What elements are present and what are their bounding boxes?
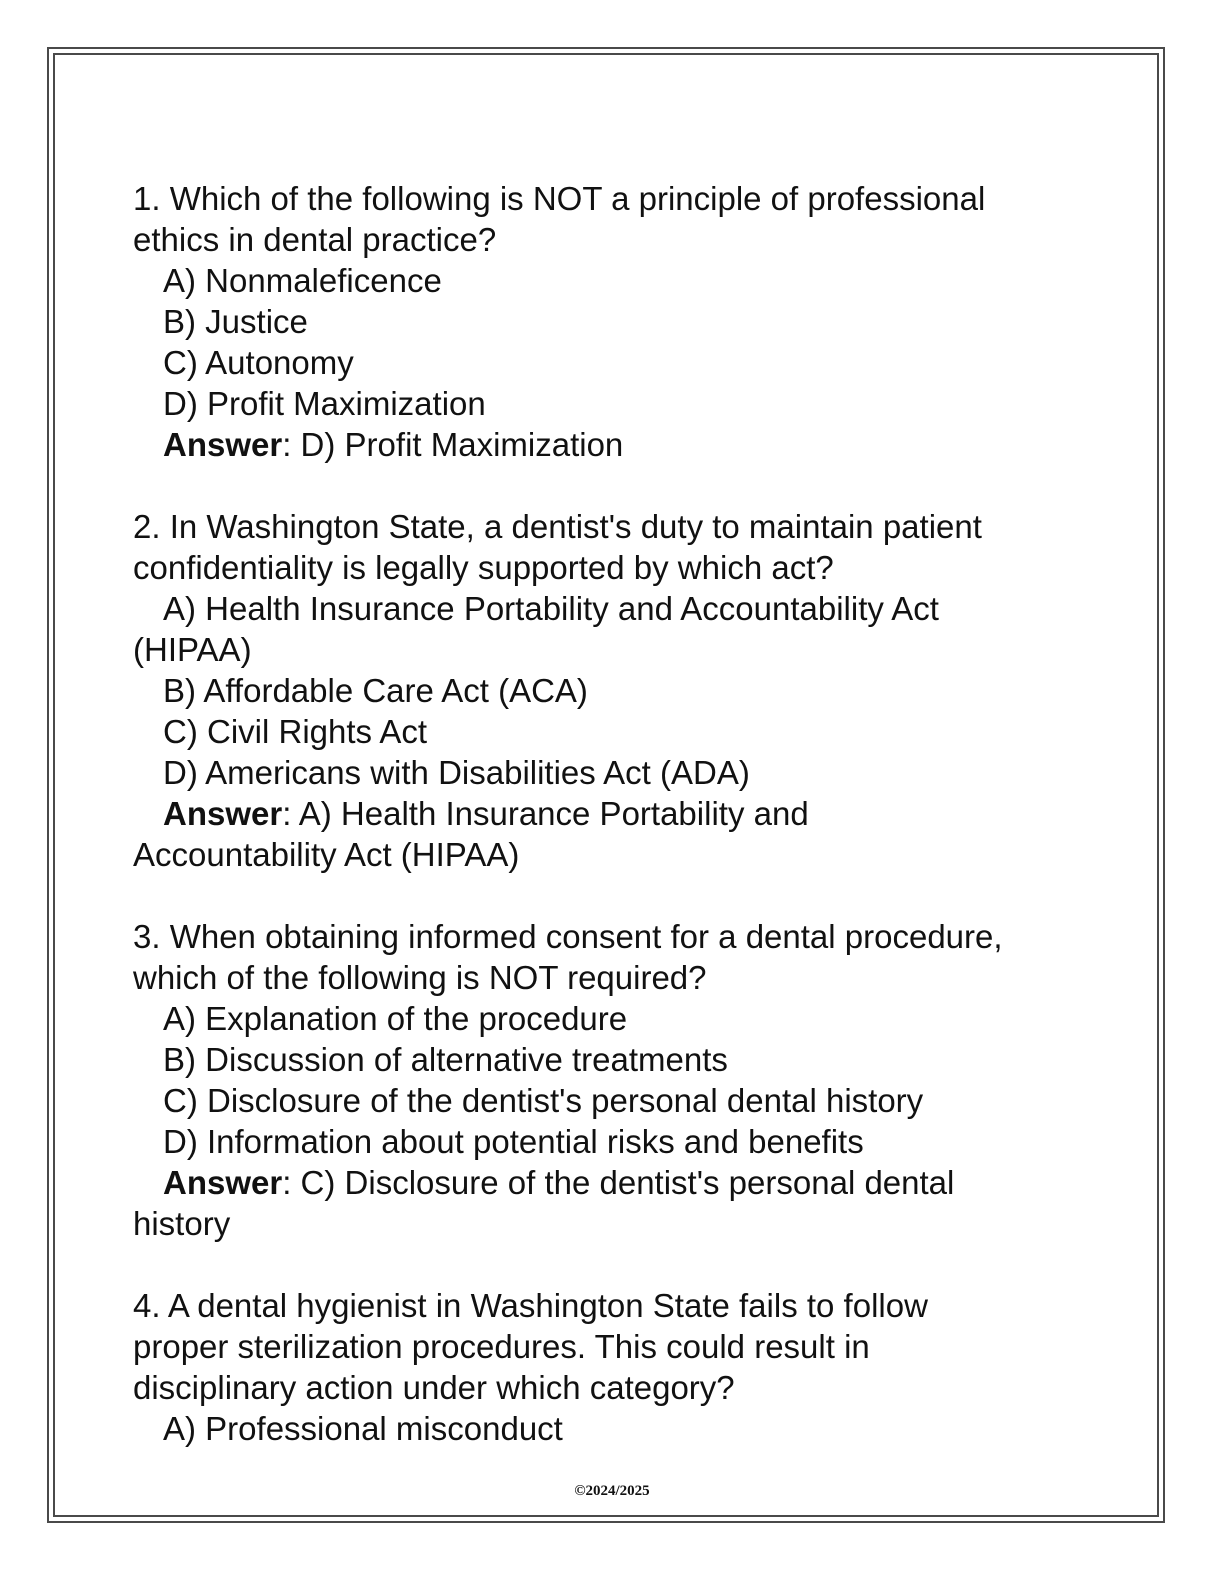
answer-option: B) Discussion of alternative treatments [163, 1041, 728, 1078]
question-stem-line: disciplinary action under which category? [133, 1369, 735, 1406]
page-footer-copyright: ©2024/2025 [574, 1483, 650, 1499]
answer-text: : C) Disclosure of the dentist's personal dental [282, 1164, 955, 1201]
question-block [133, 916, 1093, 1244]
answer-option: D) Information about potential risks and benefits [163, 1123, 864, 1160]
answer-label: Answer [163, 426, 283, 463]
answer-label: Answer [163, 795, 283, 832]
question-block [133, 506, 1093, 875]
answer-text: : A) Health Insurance Portability and [282, 795, 809, 832]
answer-option: A) Health Insurance Portability and Accountability Act [163, 590, 939, 627]
answer-option: D) Profit Maximization [163, 385, 486, 422]
question-stem-line: 2. In Washington State, a dentist's duty to maintain patient [133, 508, 982, 545]
answer-option: A) Professional misconduct [163, 1410, 563, 1447]
question-list [133, 178, 1093, 1449]
answer-option: B) Justice [163, 303, 308, 340]
answer-option: A) Explanation of the procedure [163, 1000, 628, 1037]
answer-option: A) Nonmaleficence [163, 262, 442, 299]
answer-option: C) Civil Rights Act [163, 713, 428, 750]
answer-option: (HIPAA) [133, 631, 252, 668]
question-block [133, 178, 1093, 465]
answer-option: B) Affordable Care Act (ACA) [163, 672, 588, 709]
question-stem-line: 3. When obtaining informed consent for a dental procedure, [133, 918, 1003, 955]
correct-answer-line [133, 1162, 1093, 1203]
answer-text: : D) Profit Maximization [282, 426, 624, 463]
answer-label: Answer [163, 1164, 283, 1201]
correct-answer-line: history [133, 1205, 231, 1242]
question-stem-line: ethics in dental practice? [133, 221, 497, 258]
answer-option: C) Disclosure of the dentist's personal dental history [163, 1082, 924, 1119]
correct-answer-line [133, 793, 1093, 834]
answer-option: D) Americans with Disabilities Act (ADA) [163, 754, 750, 791]
question-stem-line: confidentiality is legally supported by which act? [133, 549, 834, 586]
question-block [133, 1285, 1093, 1449]
correct-answer-line: Accountability Act (HIPAA) [133, 836, 520, 873]
question-stem-line: which of the following is NOT required? [133, 959, 707, 996]
question-stem-line: proper sterilization procedures. This could result in [133, 1328, 870, 1365]
question-stem-line: 1. Which of the following is NOT a principle of professional [133, 180, 986, 217]
question-stem-line: 4. A dental hygienist in Washington State fails to follow [133, 1287, 928, 1324]
correct-answer-line [133, 424, 1093, 465]
answer-option: C) Autonomy [163, 344, 354, 381]
